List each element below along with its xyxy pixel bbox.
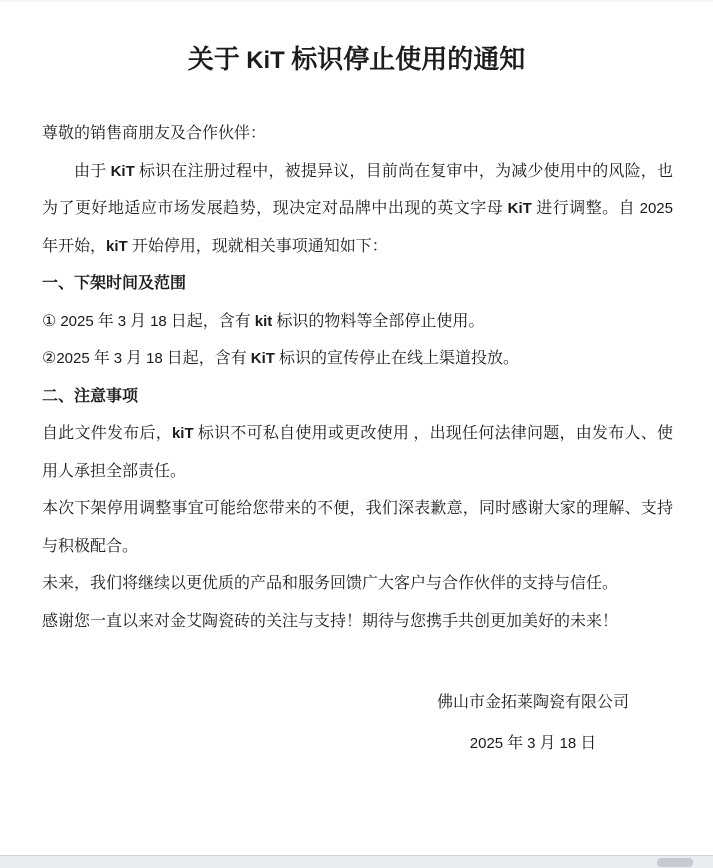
document-title: 关于 KiT 标识停止使用的通知 — [187, 45, 526, 74]
section-heading-takedown-scope: 一、下架时间及范围 — [42, 275, 187, 292]
horizontal-scrollbar[interactable] — [0, 855, 713, 868]
document-body — [0, 115, 713, 640]
signature-date: 2025 年 3 月 18 日 — [469, 735, 597, 752]
page-top-edge — [0, 0, 713, 2]
paragraph-apology: 本次下架停用调整事宜可能给您带来的不便，我们深表歉意，同时感谢大家的理解、支持与积极配合。 — [42, 500, 673, 555]
signature-company: 佛山市金拓莱陶瓷有限公司 — [436, 694, 629, 711]
paragraph-future: 未来，我们将继续以更优质的产品和服务回馈广大客户与合作伙伴的支持与信任。 — [42, 575, 619, 592]
greeting-line: 尊敬的销售商朋友及合作伙伴： — [42, 125, 267, 142]
paragraph-thanks: 感谢您一直以来对金艾陶瓷砖的关注与支持！期待与您携手共创更加美好的未来！ — [42, 612, 619, 630]
section-heading-notes: 二、注意事项 — [42, 387, 139, 405]
signature-block — [0, 682, 713, 764]
list-item-2: ②2025 年 3 月 18 日起，含有 KiT 标识的宣传停止在线上渠道投放。 — [42, 350, 519, 367]
paragraph-liability: 自此文件发布后，kiT 标识不可私自使用或更改使用 ，出现任何法律问题，由发布人、使用人承担全部责任。 — [42, 425, 673, 480]
paragraph-intro: 由于 KiT 标识在注册过程中，被提异议，目前尚在复审中，为减少使用中的风险，也为了更好地适应市场发展趋势，现决定对品牌中出现的英文字母 KiT 进行调整。自 2025 年开始，kiT 开始停用，现就相关事项通知如下： — [42, 162, 673, 255]
scrollbar-thumb[interactable] — [657, 858, 693, 867]
list-item-1: ① 2025 年 3 月 18 日起，含有 kit 标识的物料等全部停止使用。 — [42, 312, 485, 330]
